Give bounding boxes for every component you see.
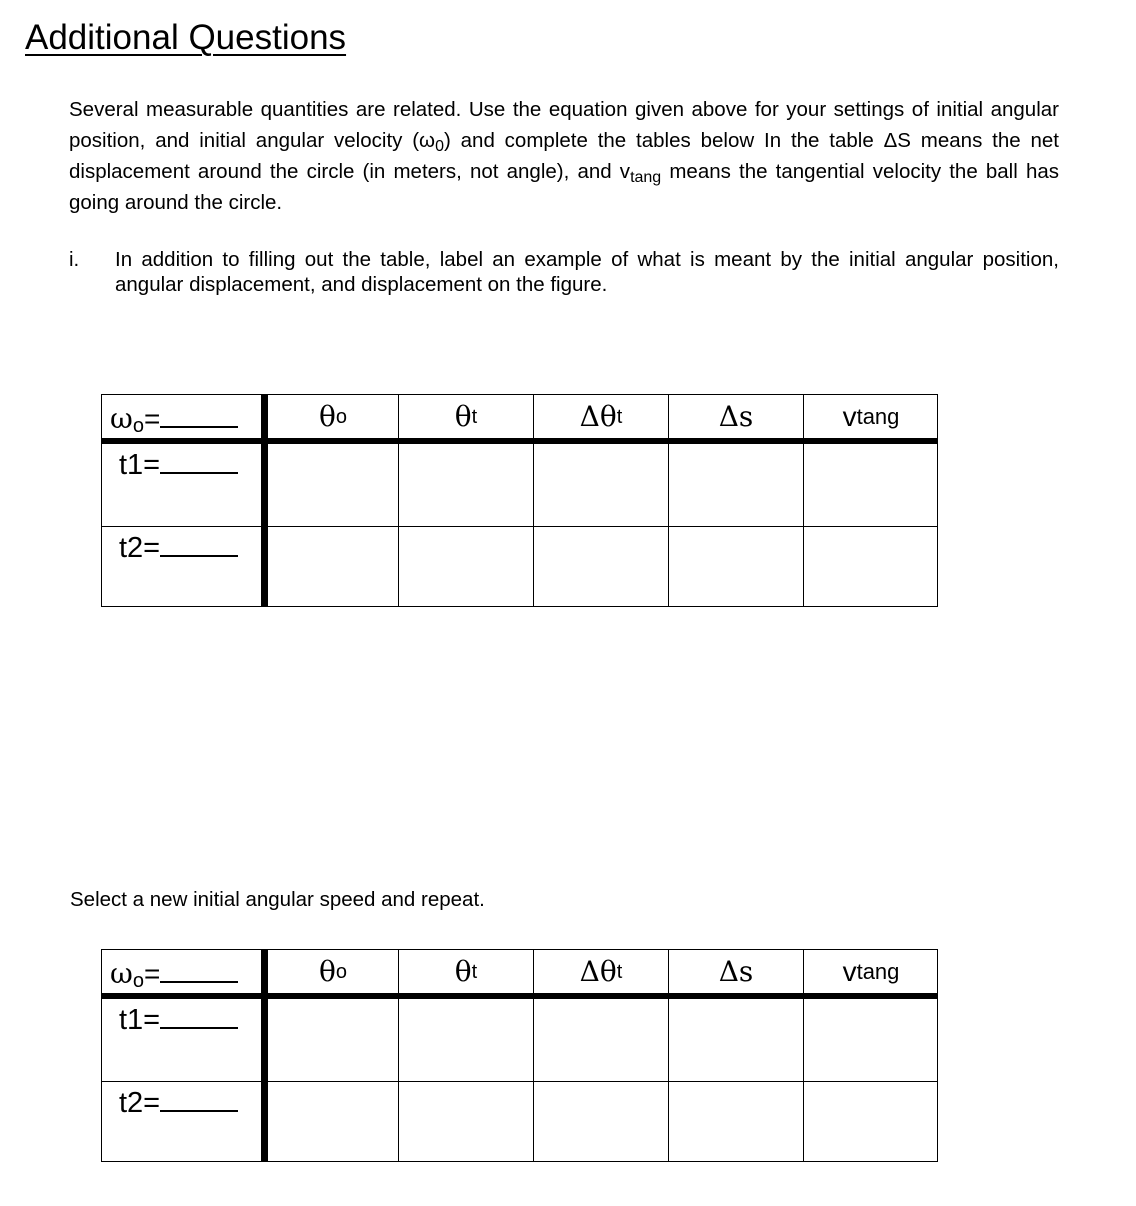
intro-omega-subscript: 0 (435, 138, 444, 155)
omega-blank[interactable] (160, 981, 238, 983)
question-item-i (69, 247, 1059, 297)
omega-equals: = (143, 403, 161, 434)
intro-text-1: Several measurable quantities are related. Use the equation given above for your settings of initial angular position, and initial angular velocity (ω (69, 98, 1059, 152)
header-main: θ (454, 955, 472, 988)
header-main: v (842, 955, 857, 987)
header-main: v (842, 400, 857, 432)
intro-paragraph (69, 94, 1059, 218)
header-divider (102, 993, 937, 999)
header-theta-t: θ t (454, 400, 478, 433)
t2-blank[interactable] (160, 1110, 238, 1112)
omega-initial-field[interactable] (110, 958, 238, 992)
header-main: Δs (718, 400, 754, 433)
header-main: θ (454, 400, 472, 433)
row-label-text: t1= (119, 449, 161, 481)
row-divider (102, 526, 937, 527)
header-v-tang: v tang (842, 955, 900, 987)
omega-initial-field[interactable] (110, 403, 238, 437)
row-label-t2[interactable] (119, 1086, 238, 1120)
label-column-divider (261, 395, 268, 606)
header-delta-theta-t: Δθ t (579, 955, 623, 988)
t1-blank[interactable] (160, 1027, 238, 1029)
header-theta-t: θ t (454, 955, 478, 988)
intro-text-2: ) and complete the tables below In the table ΔS means the net displacement around the circle (in meters, not angle), and v (69, 129, 1059, 183)
omega-symbol: ω (110, 402, 133, 435)
omega-blank[interactable] (160, 426, 238, 428)
intro-text-3: means the tangential velocity the ball has going around the circle. (69, 160, 1059, 214)
row-label-text: t1= (119, 1004, 161, 1036)
row-label-t1[interactable] (119, 448, 238, 482)
omega-symbol: ω (110, 957, 133, 990)
header-main: θ (319, 400, 336, 433)
header-main: Δθ (579, 955, 617, 988)
row-label-text: t2= (119, 532, 161, 564)
label-column-divider (261, 950, 268, 1161)
repeat-instruction: Select a new initial angular speed and repeat. (70, 888, 485, 911)
intro-vtang-subscript: tang (630, 169, 662, 186)
header-delta-s (669, 395, 803, 438)
omega-subscript: o (132, 970, 144, 992)
row-label-t1[interactable] (119, 1003, 238, 1037)
omega-equals: = (143, 958, 161, 989)
header-delta-theta-t: Δθ t (579, 400, 623, 433)
item-text: In addition to filling out the table, label an example of what is meant by the initial angular position, angular displacement, and displacement on the figure. (115, 248, 1059, 296)
row-label-t2[interactable] (119, 531, 238, 565)
header-theta-o: θ o (319, 955, 347, 988)
header-v-tang: v tang (842, 400, 900, 432)
row-label-text: t2= (119, 1087, 161, 1119)
t1-blank[interactable] (160, 472, 238, 474)
t2-blank[interactable] (160, 555, 238, 557)
header-theta-o: θ o (319, 400, 347, 433)
data-table-1 (101, 394, 938, 607)
omega-subscript: o (132, 415, 144, 437)
row-divider (102, 1081, 937, 1082)
header-main: θ (319, 955, 336, 988)
item-number: i. (69, 248, 80, 271)
header-divider (102, 438, 937, 444)
data-table-2 (101, 949, 938, 1162)
header-main: Δs (718, 955, 754, 988)
header-main: Δθ (579, 400, 617, 433)
header-delta-s (669, 950, 803, 993)
page-title: Additional Questions (25, 18, 347, 57)
